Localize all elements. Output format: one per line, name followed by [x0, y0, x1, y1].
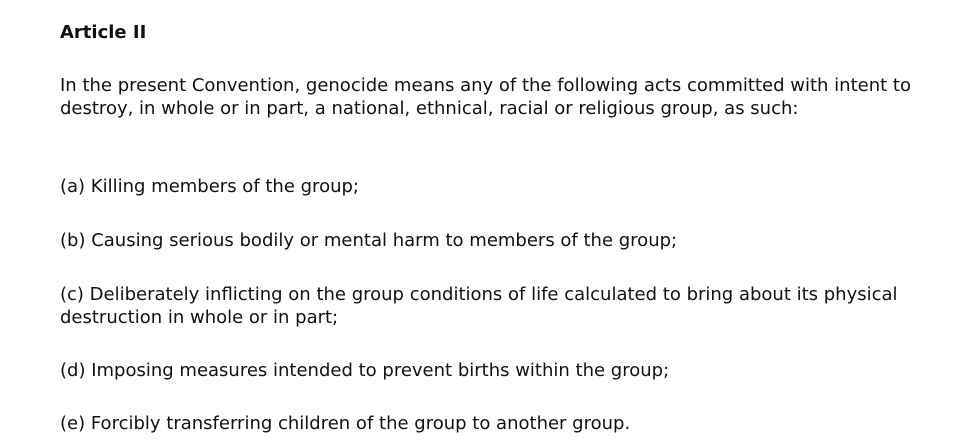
- article-item-e: (e) Forcibly transferring children of the group to another group.: [60, 413, 631, 434]
- article-intro: In the present Convention, genocide means any of the following acts committed with intent to destroy, in whole or in part, a national, ethnical, racial or religious group, as such:: [60, 75, 911, 119]
- article-item-b: (b) Causing serious bodily or mental harm to members of the group;: [60, 230, 678, 251]
- article-heading: Article II: [60, 22, 147, 43]
- article-item-a: (a) Killing members of the group;: [60, 176, 359, 197]
- article-item-d: (d) Imposing measures intended to prevent births within the group;: [60, 360, 670, 381]
- article-item-c: (c) Deliberately inflicting on the group conditions of life calculated to bring about its physical destruction in whole or in part;: [60, 284, 898, 328]
